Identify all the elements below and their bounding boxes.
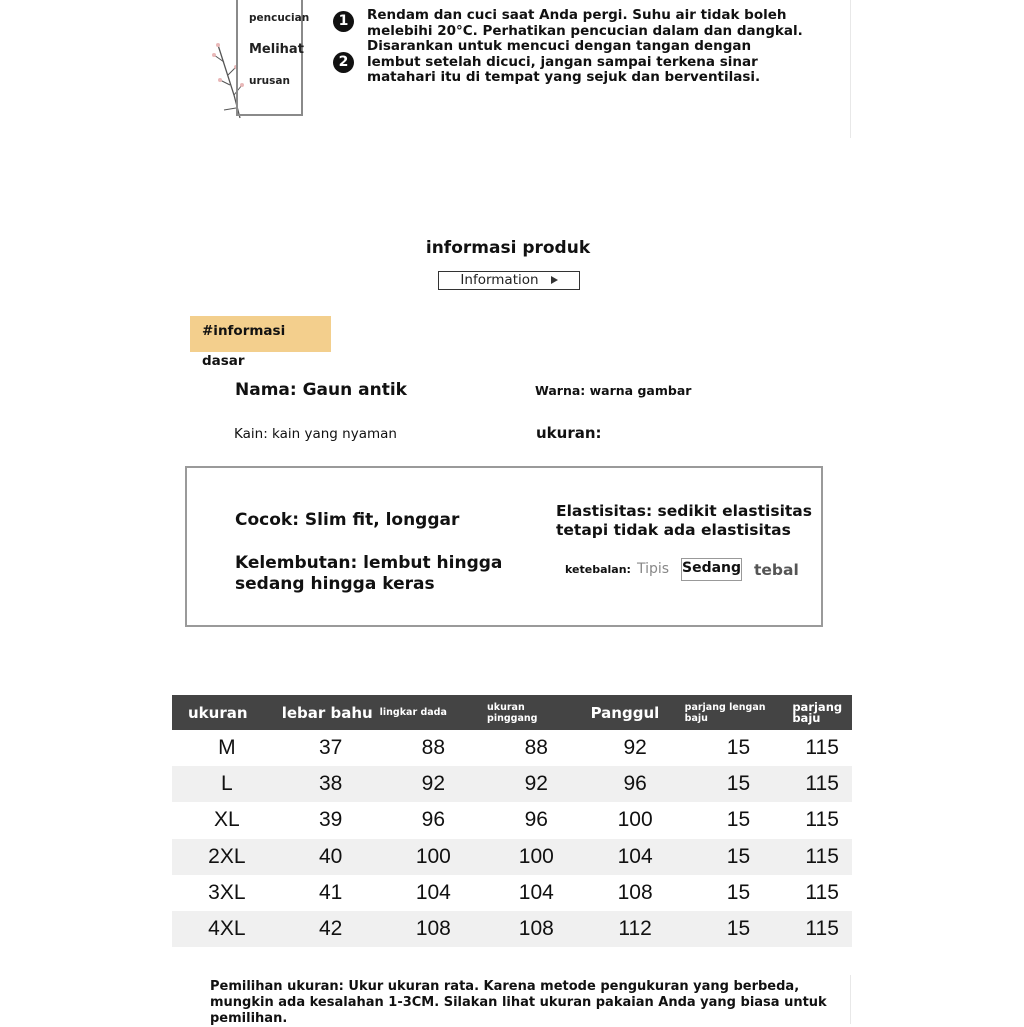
cell-waist: 92: [487, 766, 586, 802]
right-edge-divider-bottom: [850, 975, 851, 1024]
header-hip: Panggul: [586, 695, 685, 730]
product-name: Nama: Gaun antik: [235, 380, 407, 400]
product-color: Warna: warna gambar: [535, 383, 692, 398]
cell-size: L: [172, 766, 282, 802]
thickness-option-medium-selected: Sedang: [681, 558, 742, 581]
cell-waist: 96: [524, 808, 548, 832]
header-waist: ukuran pinggang: [487, 695, 586, 730]
cell-waist: 108: [487, 911, 586, 947]
product-fabric: Kain: kain yang nyaman: [234, 426, 397, 442]
header-shoulder-width: lebar bahu: [282, 695, 380, 730]
product-fit: Cocok: Slim fit, longgar: [235, 510, 460, 530]
table-row: [172, 911, 852, 947]
section-title: informasi produk: [425, 238, 591, 258]
care-label-top: pencucian: [249, 12, 310, 24]
cell-hip: 104: [586, 839, 685, 875]
thickness-label: ketebalan:: [565, 563, 631, 576]
cell-size: XL: [214, 808, 240, 832]
size-table: [172, 695, 852, 947]
cell-length: 115: [792, 839, 852, 875]
cell-sleeve: 15: [685, 766, 793, 802]
thickness-option-thick: tebal: [754, 561, 799, 579]
cell-sleeve: 15: [726, 736, 751, 760]
play-arrow-icon: [551, 276, 558, 284]
header-sleeve-length: parjang lengan baju: [685, 695, 793, 730]
cell-hip: 108: [617, 880, 653, 904]
cell-hip: 96: [586, 766, 685, 802]
cell-shoulder: 41: [319, 880, 343, 904]
care-instructions: [367, 8, 807, 86]
cell-chest: 100: [380, 839, 487, 875]
size-table-header: [172, 695, 852, 730]
care-step-2-text: Disarankan untuk mencuci dengan tangan dengan lembut setelah dicuci, jangan sampai terkena sinar matahari itu di tempat yang sejuk dan berventilasi.: [367, 38, 761, 85]
cell-length: 115: [805, 736, 839, 760]
cell-size: 2XL: [172, 839, 282, 875]
care-step-1-text: Rendam dan cuci saat Anda pergi. Suhu air tidak boleh melebihi 20°C. Perhatikan pencucian dalam dan dangkal.: [367, 7, 803, 39]
cell-length: 115: [805, 808, 839, 832]
attributes-box: [185, 466, 823, 627]
header-dress-length: parjang baju: [792, 695, 852, 730]
cell-shoulder: 38: [282, 766, 380, 802]
size-selection-note: Pemilihan ukuran: Ukur ukuran rata. Karena metode pengukuran yang berbeda, mungkin ada kesalahan 1-3CM. Silakan lihat ukuran pakaian Anda yang biasa untuk pemilihan.: [210, 979, 827, 1026]
cell-hip: 92: [623, 736, 647, 760]
step-2-badge: 2: [333, 52, 354, 73]
cell-size: 3XL: [208, 880, 246, 904]
product-softness: Kelembutan: lembut hingga sedang hingga keras: [235, 553, 503, 594]
cell-chest: 88: [421, 736, 446, 760]
table-row: [172, 766, 852, 802]
information-button[interactable]: [438, 271, 580, 290]
cell-chest: 92: [380, 766, 487, 802]
cell-sleeve: 15: [685, 839, 793, 875]
product-size: ukuran:: [536, 424, 602, 442]
cell-waist: 88: [524, 736, 548, 760]
table-row: [172, 730, 852, 766]
cell-chest: 96: [421, 808, 446, 832]
cell-shoulder: 40: [282, 839, 380, 875]
cell-chest: 108: [380, 911, 487, 947]
cell-chest: 104: [415, 880, 451, 904]
header-size: ukuran: [172, 695, 282, 730]
cell-sleeve: 15: [726, 808, 751, 832]
care-label-bottom: urusan: [249, 75, 290, 87]
cell-waist: 104: [518, 880, 554, 904]
cell-shoulder: 42: [282, 911, 380, 947]
cell-waist: 100: [487, 839, 586, 875]
cell-size: 4XL: [172, 911, 282, 947]
cell-hip: 112: [586, 911, 685, 947]
cell-length: 115: [792, 766, 852, 802]
table-row: [172, 839, 852, 875]
table-row: [172, 875, 852, 911]
right-edge-divider: [850, 0, 851, 138]
cell-shoulder: 37: [319, 736, 343, 760]
cell-hip: 100: [617, 808, 653, 832]
cell-size: M: [218, 736, 236, 760]
cell-shoulder: 39: [319, 808, 343, 832]
cell-length: 115: [805, 880, 839, 904]
cell-length: 115: [792, 911, 852, 947]
cell-sleeve: 15: [685, 911, 793, 947]
product-elasticity: Elastisitas: sedikit elastisitas tetapi tidak ada elastisitas: [556, 502, 812, 539]
information-button-label: Information: [460, 272, 539, 288]
cell-sleeve: 15: [726, 880, 751, 904]
thickness-option-thin: Tipis: [637, 561, 670, 577]
table-row: [172, 802, 852, 838]
header-chest: lingkar dada: [380, 695, 487, 730]
step-1-badge: 1: [333, 11, 354, 32]
basic-info-tag: #informasi dasar: [190, 316, 331, 352]
care-label-mid: Melihat: [249, 42, 304, 57]
